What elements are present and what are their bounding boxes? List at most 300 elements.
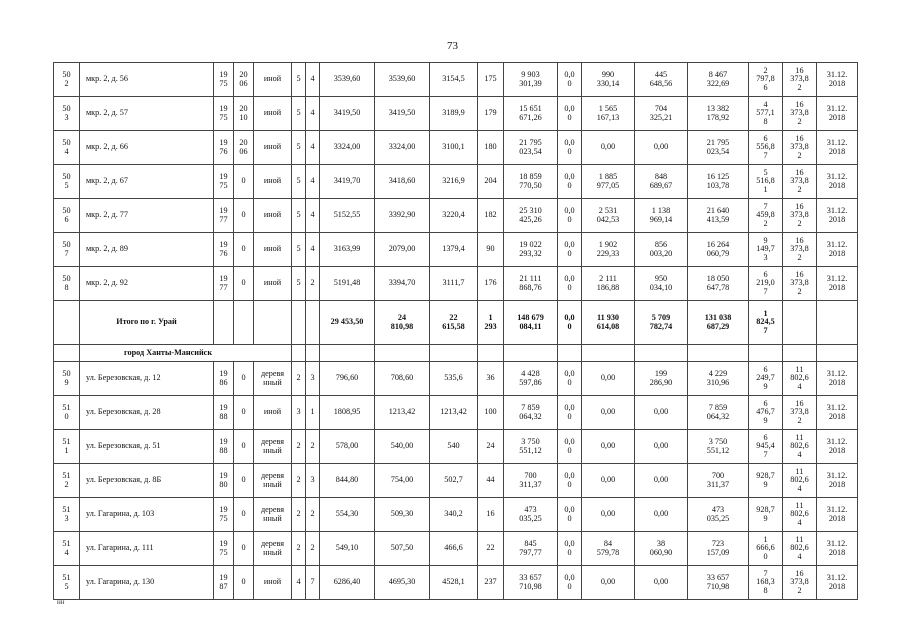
table-row <box>54 566 858 600</box>
address-cell: мкр. 2, д. 56 <box>80 63 214 97</box>
total-label: Итого по г. Урай <box>80 301 214 345</box>
living-area-cell: 507,50 <box>375 532 430 566</box>
owner-funds-cell: 723 157,09 <box>688 532 749 566</box>
private-area-cell: 1213,42 <box>430 396 478 430</box>
floors-cell: 5 <box>292 233 306 267</box>
living-area-cell: 509,30 <box>375 498 430 532</box>
okrug-budget-cell: 0,00 <box>582 362 635 396</box>
fund-share-cell: 0,0 0 <box>558 430 582 464</box>
city-blank-cell <box>817 345 858 362</box>
owner-funds-cell: 21 640 413,59 <box>688 199 749 233</box>
fund-share-cell: 0,0 0 <box>558 464 582 498</box>
total-blank-cell <box>292 301 306 345</box>
repair-cost-cell: 3 750 551,12 <box>504 430 558 464</box>
address-cell: ул. Гагарина, д. 103 <box>80 498 214 532</box>
deadline-cell: 31.12. 2018 <box>817 233 858 267</box>
fund-share-cell: 0,0 0 <box>558 498 582 532</box>
okrug-budget-cell: 1 565 167,13 <box>582 97 635 131</box>
local-budget-cell: 0,00 <box>635 430 688 464</box>
total-blank-cell <box>306 301 320 345</box>
row-number-cell: 51 0 <box>54 396 80 430</box>
repair-cost-cell: 21 795 023,54 <box>504 131 558 165</box>
wall-material-cell: иной <box>254 233 292 267</box>
page-number: 73 <box>447 40 458 52</box>
repair-cost-cell: 33 657 710,98 <box>504 566 558 600</box>
wall-material-cell: деревя нный <box>254 464 292 498</box>
total-blank-cell <box>254 301 292 345</box>
okrug-budget-cell: 2 531 042,53 <box>582 199 635 233</box>
total-area-cell: 796,60 <box>320 362 375 396</box>
limit-cost-cell: 11 802,6 4 <box>783 362 817 396</box>
last-repair-year-cell: 0 <box>234 199 254 233</box>
entrances-cell: 4 <box>306 97 320 131</box>
owner-funds-cell: 21 795 023,54 <box>688 131 749 165</box>
total-blank-cell <box>214 301 234 345</box>
deadline-cell: 31.12. 2018 <box>817 566 858 600</box>
unit-cost-cell: 4 577,1 8 <box>749 97 783 131</box>
wall-material-cell: иной <box>254 165 292 199</box>
unit-cost-cell: 6 945,4 7 <box>749 430 783 464</box>
row-number-cell: 50 7 <box>54 233 80 267</box>
unit-cost-cell: 928,7 9 <box>749 498 783 532</box>
total-blank-cell <box>783 301 817 345</box>
living-area-cell: 3539,60 <box>375 63 430 97</box>
living-area-cell: 708,60 <box>375 362 430 396</box>
deadline-cell: 31.12. 2018 <box>817 267 858 301</box>
local-budget-cell: 704 325,21 <box>635 97 688 131</box>
row-number-cell: 51 5 <box>54 566 80 600</box>
table-row <box>54 131 858 165</box>
total-area-cell: 3419,50 <box>320 97 375 131</box>
residents-cell: 237 <box>478 566 504 600</box>
private-area-cell: 535,6 <box>430 362 478 396</box>
address-cell: мкр. 2, д. 66 <box>80 131 214 165</box>
limit-cost-cell: 16 373,8 2 <box>783 267 817 301</box>
last-repair-year-cell: 0 <box>234 233 254 267</box>
floors-cell: 2 <box>292 498 306 532</box>
last-repair-year-cell: 0 <box>234 464 254 498</box>
repair-cost-cell: 7 859 064,32 <box>504 396 558 430</box>
unit-cost-cell: 7 459,8 2 <box>749 199 783 233</box>
build-year-cell: 19 88 <box>214 430 234 464</box>
unit-cost-cell: 1 666,6 0 <box>749 532 783 566</box>
floors-cell: 2 <box>292 532 306 566</box>
footer-mark: нн <box>57 598 65 606</box>
total-area-cell: 3539,60 <box>320 63 375 97</box>
row-number-cell: 50 9 <box>54 362 80 396</box>
build-year-cell: 19 77 <box>214 267 234 301</box>
okrug-budget-cell: 0,00 <box>582 566 635 600</box>
last-repair-year-cell: 20 06 <box>234 131 254 165</box>
floors-cell: 5 <box>292 63 306 97</box>
address-cell: мкр. 2, д. 57 <box>80 97 214 131</box>
build-year-cell: 19 77 <box>214 199 234 233</box>
local-budget-cell: 445 648,56 <box>635 63 688 97</box>
deadline-cell: 31.12. 2018 <box>817 97 858 131</box>
total-area-cell: 554,30 <box>320 498 375 532</box>
wall-material-cell: иной <box>254 267 292 301</box>
row-number-cell: 51 2 <box>54 464 80 498</box>
total-blank-cell <box>54 301 80 345</box>
owner-funds-cell: 16 264 060,79 <box>688 233 749 267</box>
fund-share-cell: 0,0 0 <box>558 566 582 600</box>
entrances-cell: 2 <box>306 430 320 464</box>
row-number-cell: 51 4 <box>54 532 80 566</box>
owner-funds-cell: 33 657 710,98 <box>688 566 749 600</box>
unit-cost-cell: 6 556,8 7 <box>749 131 783 165</box>
build-year-cell: 19 75 <box>214 498 234 532</box>
residents-cell: 180 <box>478 131 504 165</box>
table-row <box>54 199 858 233</box>
last-repair-year-cell: 0 <box>234 430 254 464</box>
deadline-cell: 31.12. 2018 <box>817 199 858 233</box>
total-fund-share-cell: 0,0 0 <box>558 301 582 345</box>
address-cell: мкр. 2, д. 92 <box>80 267 214 301</box>
build-year-cell: 19 75 <box>214 532 234 566</box>
private-area-cell: 502,7 <box>430 464 478 498</box>
entrances-cell: 3 <box>306 362 320 396</box>
total-area-cell: 6286,40 <box>320 566 375 600</box>
total-area-cell: 578,00 <box>320 430 375 464</box>
repair-cost-cell: 25 310 425,26 <box>504 199 558 233</box>
floors-cell: 5 <box>292 267 306 301</box>
total-area-cell: 844,80 <box>320 464 375 498</box>
limit-cost-cell: 11 802,6 4 <box>783 498 817 532</box>
table-row <box>54 267 858 301</box>
last-repair-year-cell: 0 <box>234 532 254 566</box>
local-budget-cell: 0,00 <box>635 131 688 165</box>
total-residents-cell: 1 293 <box>478 301 504 345</box>
owner-funds-cell: 16 125 103,78 <box>688 165 749 199</box>
row-number-cell: 51 1 <box>54 430 80 464</box>
city-blank-cell <box>54 345 80 362</box>
residents-cell: 24 <box>478 430 504 464</box>
repair-cost-cell: 15 651 671,26 <box>504 97 558 131</box>
living-area-cell: 4695,30 <box>375 566 430 600</box>
deadline-cell: 31.12. 2018 <box>817 131 858 165</box>
city-blank-cell <box>635 345 688 362</box>
last-repair-year-cell: 0 <box>234 362 254 396</box>
limit-cost-cell: 11 802,6 4 <box>783 532 817 566</box>
total-area-cell: 5191,48 <box>320 267 375 301</box>
row-number-cell: 50 2 <box>54 63 80 97</box>
row-number-cell: 50 5 <box>54 165 80 199</box>
row-number-cell: 50 8 <box>54 267 80 301</box>
living-area-cell: 3392,90 <box>375 199 430 233</box>
limit-cost-cell: 16 373,8 2 <box>783 165 817 199</box>
wall-material-cell: иной <box>254 199 292 233</box>
okrug-budget-cell: 0,00 <box>582 396 635 430</box>
limit-cost-cell: 16 373,8 2 <box>783 97 817 131</box>
floors-cell: 5 <box>292 165 306 199</box>
living-area-cell: 3394,70 <box>375 267 430 301</box>
okrug-budget-cell: 1 902 229,33 <box>582 233 635 267</box>
okrug-budget-cell: 0,00 <box>582 430 635 464</box>
floors-cell: 2 <box>292 362 306 396</box>
deadline-cell: 31.12. 2018 <box>817 498 858 532</box>
private-area-cell: 3216,9 <box>430 165 478 199</box>
build-year-cell: 19 80 <box>214 464 234 498</box>
entrances-cell: 1 <box>306 396 320 430</box>
deadline-cell: 31.12. 2018 <box>817 63 858 97</box>
table-row <box>54 532 858 566</box>
entrances-cell: 4 <box>306 233 320 267</box>
table-row <box>54 97 858 131</box>
build-year-cell: 19 76 <box>214 131 234 165</box>
fund-share-cell: 0,0 0 <box>558 199 582 233</box>
unit-cost-cell: 5 516,8 1 <box>749 165 783 199</box>
deadline-cell: 31.12. 2018 <box>817 430 858 464</box>
okrug-budget-cell: 1 885 977,05 <box>582 165 635 199</box>
unit-cost-cell: 7 168,3 8 <box>749 566 783 600</box>
row-number-cell: 50 4 <box>54 131 80 165</box>
address-cell: ул. Гагарина, д. 111 <box>80 532 214 566</box>
row-number-cell: 51 3 <box>54 498 80 532</box>
total-area-cell: 3419,70 <box>320 165 375 199</box>
local-budget-cell: 0,00 <box>635 498 688 532</box>
last-repair-year-cell: 0 <box>234 498 254 532</box>
city-header-row <box>54 345 858 362</box>
fund-share-cell: 0,0 0 <box>558 362 582 396</box>
entrances-cell: 4 <box>306 199 320 233</box>
floors-cell: 2 <box>292 464 306 498</box>
address-cell: ул. Березовская, д. 12 <box>80 362 214 396</box>
residents-cell: 16 <box>478 498 504 532</box>
wall-material-cell: иной <box>254 97 292 131</box>
limit-cost-cell: 16 373,8 2 <box>783 396 817 430</box>
repair-cost-cell: 700 311,37 <box>504 464 558 498</box>
unit-cost-cell: 9 149,7 3 <box>749 233 783 267</box>
table-row <box>54 396 858 430</box>
private-area-cell: 3154,5 <box>430 63 478 97</box>
okrug-budget-cell: 0,00 <box>582 464 635 498</box>
city-label: город Ханты-Мансийск <box>80 345 292 362</box>
residents-cell: 90 <box>478 233 504 267</box>
address-cell: мкр. 2, д. 89 <box>80 233 214 267</box>
residents-cell: 36 <box>478 362 504 396</box>
wall-material-cell: деревя нный <box>254 430 292 464</box>
unit-cost-cell: 6 219,0 7 <box>749 267 783 301</box>
limit-cost-cell: 16 373,8 2 <box>783 199 817 233</box>
unit-cost-cell: 6 476,7 9 <box>749 396 783 430</box>
build-year-cell: 19 88 <box>214 396 234 430</box>
limit-cost-cell: 11 802,6 4 <box>783 464 817 498</box>
row-number-cell: 50 6 <box>54 199 80 233</box>
total-area-cell: 3324,00 <box>320 131 375 165</box>
wall-material-cell: иной <box>254 131 292 165</box>
deadline-cell: 31.12. 2018 <box>817 532 858 566</box>
residents-cell: 44 <box>478 464 504 498</box>
local-budget-cell: 1 138 969,14 <box>635 199 688 233</box>
last-repair-year-cell: 20 06 <box>234 63 254 97</box>
okrug-budget-cell: 0,00 <box>582 498 635 532</box>
build-year-cell: 19 75 <box>214 165 234 199</box>
entrances-cell: 2 <box>306 267 320 301</box>
owner-funds-cell: 3 750 551,12 <box>688 430 749 464</box>
entrances-cell: 3 <box>306 464 320 498</box>
okrug-budget-cell: 84 579,78 <box>582 532 635 566</box>
total-unit-cost-cell: 1 824,5 7 <box>749 301 783 345</box>
local-budget-cell: 856 003,20 <box>635 233 688 267</box>
wall-material-cell: деревя нный <box>254 362 292 396</box>
fund-share-cell: 0,0 0 <box>558 63 582 97</box>
living-area-cell: 754,00 <box>375 464 430 498</box>
limit-cost-cell: 11 802,6 4 <box>783 430 817 464</box>
city-blank-cell <box>375 345 430 362</box>
total-row <box>54 301 858 345</box>
okrug-budget-cell: 0,00 <box>582 131 635 165</box>
city-blank-cell <box>292 345 306 362</box>
wall-material-cell: иной <box>254 566 292 600</box>
living-area-cell: 3324,00 <box>375 131 430 165</box>
table-row <box>54 63 858 97</box>
build-year-cell: 19 86 <box>214 362 234 396</box>
table-row <box>54 233 858 267</box>
total-area-cell: 3163,99 <box>320 233 375 267</box>
wall-material-cell: иной <box>254 396 292 430</box>
living-area-cell: 2079,00 <box>375 233 430 267</box>
total-owner-funds-cell: 131 038 687,29 <box>688 301 749 345</box>
unit-cost-cell: 2 797,8 6 <box>749 63 783 97</box>
owner-funds-cell: 8 467 322,69 <box>688 63 749 97</box>
floors-cell: 5 <box>292 97 306 131</box>
address-cell: ул. Гагарина, д. 130 <box>80 566 214 600</box>
private-area-cell: 4528,1 <box>430 566 478 600</box>
local-budget-cell: 0,00 <box>635 396 688 430</box>
living-area-cell: 1213,42 <box>375 396 430 430</box>
unit-cost-cell: 928,7 9 <box>749 464 783 498</box>
local-budget-cell: 199 286,90 <box>635 362 688 396</box>
deadline-cell: 31.12. 2018 <box>817 464 858 498</box>
floors-cell: 5 <box>292 131 306 165</box>
address-cell: ул. Березовская, д. 51 <box>80 430 214 464</box>
address-cell: мкр. 2, д. 77 <box>80 199 214 233</box>
local-budget-cell: 848 689,67 <box>635 165 688 199</box>
total-total-area-cell: 29 453,50 <box>320 301 375 345</box>
private-area-cell: 340,2 <box>430 498 478 532</box>
limit-cost-cell: 16 373,8 2 <box>783 566 817 600</box>
living-area-cell: 3418,60 <box>375 165 430 199</box>
fund-share-cell: 0,0 0 <box>558 97 582 131</box>
city-blank-cell <box>688 345 749 362</box>
repair-cost-cell: 18 859 770,50 <box>504 165 558 199</box>
build-year-cell: 19 76 <box>214 233 234 267</box>
private-area-cell: 3100,1 <box>430 131 478 165</box>
total-private-area-cell: 22 615,58 <box>430 301 478 345</box>
local-budget-cell: 0,00 <box>635 566 688 600</box>
owner-funds-cell: 700 311,37 <box>688 464 749 498</box>
address-cell: ул. Березовская, д. 28 <box>80 396 214 430</box>
fund-share-cell: 0,0 0 <box>558 267 582 301</box>
fund-share-cell: 0,0 0 <box>558 396 582 430</box>
entrances-cell: 7 <box>306 566 320 600</box>
residents-cell: 179 <box>478 97 504 131</box>
build-year-cell: 19 87 <box>214 566 234 600</box>
local-budget-cell: 0,00 <box>635 464 688 498</box>
table-row <box>54 430 858 464</box>
private-area-cell: 1379,4 <box>430 233 478 267</box>
local-budget-cell: 38 060,90 <box>635 532 688 566</box>
housing-repair-table <box>53 62 858 600</box>
living-area-cell: 540,00 <box>375 430 430 464</box>
floors-cell: 5 <box>292 199 306 233</box>
local-budget-cell: 950 034,10 <box>635 267 688 301</box>
fund-share-cell: 0,0 0 <box>558 532 582 566</box>
wall-material-cell: деревя нный <box>254 532 292 566</box>
fund-share-cell: 0,0 0 <box>558 131 582 165</box>
table-body <box>54 63 858 600</box>
city-blank-cell <box>320 345 375 362</box>
private-area-cell: 3189,9 <box>430 97 478 131</box>
city-blank-cell <box>504 345 558 362</box>
deadline-cell: 31.12. 2018 <box>817 362 858 396</box>
last-repair-year-cell: 0 <box>234 396 254 430</box>
fund-share-cell: 0,0 0 <box>558 165 582 199</box>
total-living-area-cell: 24 810,98 <box>375 301 430 345</box>
unit-cost-cell: 6 249,7 9 <box>749 362 783 396</box>
limit-cost-cell: 16 373,8 2 <box>783 131 817 165</box>
total-repair-cost-cell: 148 679 084,11 <box>504 301 558 345</box>
last-repair-year-cell: 0 <box>234 267 254 301</box>
repair-cost-cell: 4 428 597,86 <box>504 362 558 396</box>
private-area-cell: 3220,4 <box>430 199 478 233</box>
owner-funds-cell: 4 229 310,96 <box>688 362 749 396</box>
private-area-cell: 3111,7 <box>430 267 478 301</box>
okrug-budget-cell: 990 330,14 <box>582 63 635 97</box>
floors-cell: 4 <box>292 566 306 600</box>
limit-cost-cell: 16 373,8 2 <box>783 233 817 267</box>
total-blank-cell <box>817 301 858 345</box>
entrances-cell: 4 <box>306 165 320 199</box>
wall-material-cell: деревя нный <box>254 498 292 532</box>
build-year-cell: 19 75 <box>214 63 234 97</box>
wall-material-cell: иной <box>254 63 292 97</box>
repair-cost-cell: 21 111 868,76 <box>504 267 558 301</box>
residents-cell: 204 <box>478 165 504 199</box>
deadline-cell: 31.12. 2018 <box>817 165 858 199</box>
total-area-cell: 549,10 <box>320 532 375 566</box>
owner-funds-cell: 473 035,25 <box>688 498 749 532</box>
owner-funds-cell: 7 859 064,32 <box>688 396 749 430</box>
table-row <box>54 464 858 498</box>
owner-funds-cell: 18 050 647,78 <box>688 267 749 301</box>
total-area-cell: 1808,95 <box>320 396 375 430</box>
last-repair-year-cell: 20 10 <box>234 97 254 131</box>
last-repair-year-cell: 0 <box>234 165 254 199</box>
table-row <box>54 498 858 532</box>
repair-cost-cell: 845 797,77 <box>504 532 558 566</box>
residents-cell: 175 <box>478 63 504 97</box>
address-cell: ул. Березовская, д. 8Б <box>80 464 214 498</box>
floors-cell: 2 <box>292 430 306 464</box>
total-area-cell: 5152,55 <box>320 199 375 233</box>
table-row <box>54 165 858 199</box>
total-local-budget-cell: 5 709 782,74 <box>635 301 688 345</box>
entrances-cell: 2 <box>306 498 320 532</box>
repair-cost-cell: 9 903 301,39 <box>504 63 558 97</box>
deadline-cell: 31.12. 2018 <box>817 396 858 430</box>
build-year-cell: 19 75 <box>214 97 234 131</box>
private-area-cell: 540 <box>430 430 478 464</box>
city-blank-cell <box>478 345 504 362</box>
repair-cost-cell: 473 035,25 <box>504 498 558 532</box>
address-cell: мкр. 2, д. 67 <box>80 165 214 199</box>
fund-share-cell: 0,0 0 <box>558 233 582 267</box>
total-blank-cell <box>234 301 254 345</box>
table-row <box>54 362 858 396</box>
residents-cell: 176 <box>478 267 504 301</box>
row-number-cell: 50 3 <box>54 97 80 131</box>
